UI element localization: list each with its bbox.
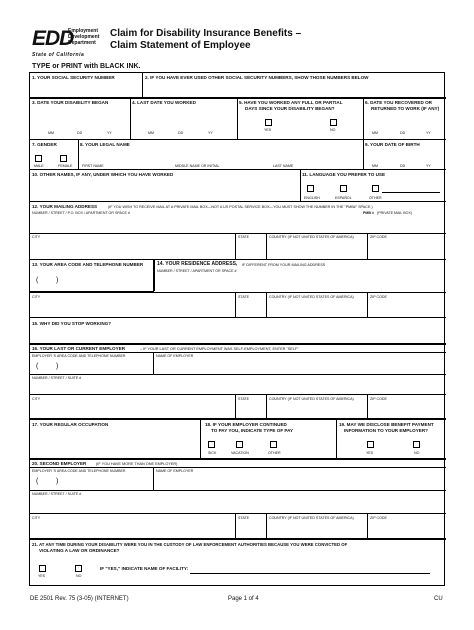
logo-mark: EDD — [32, 27, 74, 50]
field-6-label-b: RETURNED TO WORK (IF ANY) — [371, 106, 440, 111]
residence-zip-text: ZIP CODE — [370, 295, 387, 299]
employer2-zip-text: ZIP CODE — [370, 516, 387, 520]
vacation-text: VACATION — [231, 451, 249, 455]
f21-yes-checkbox[interactable] — [39, 565, 46, 572]
f5-no-text: NO — [330, 128, 336, 132]
employer-phone-open-paren: ( — [36, 363, 39, 370]
mailing-zip-text: ZIP CODE — [370, 235, 387, 239]
field-21-label-a: 21. AT ANY TIME DURING YOUR DISABILITY WERE YOU IN THE CUSTODY OF LAW ENFORCEMENT AUTHORITIES BECAUSE YOU WERE CONVICTED OF — [32, 542, 348, 547]
employer2-name-text: NAME OF EMPLOYER — [156, 469, 194, 473]
form-title — [110, 28, 301, 52]
f6-mm: MM — [372, 131, 378, 135]
logo-state: State of California — [32, 52, 85, 58]
employer-city-text: CITY — [32, 397, 41, 401]
field-8-label: 8. YOUR LEGAL NAME — [80, 142, 130, 147]
field-6-label-a: 6. DATE YOU RECOVERED OR — [365, 100, 432, 105]
mailing-state-text: STATE — [238, 235, 250, 239]
male-checkbox[interactable] — [35, 155, 42, 162]
english-checkbox[interactable] — [307, 185, 314, 192]
employer-country-text: COUNTRY (IF NOT UNITED STATES OF AMERICA) — [269, 397, 354, 401]
edd-logo — [32, 22, 100, 60]
f4-mm: MM — [148, 131, 154, 135]
pmb-note-text: (PRIVATE MAIL BOX) — [377, 211, 413, 215]
mailing-street-text: NUMBER / STREET / P.O. BOX / APARTMENT OR SPACE # — [32, 211, 130, 215]
claim-form — [29, 72, 445, 586]
f5-yes-text: YES — [264, 128, 272, 132]
title-line2: Claim Statement of Employee — [110, 40, 251, 51]
f6-dd: DD — [400, 131, 406, 135]
f4-yy: YY — [208, 131, 213, 135]
logo-text — [68, 28, 99, 46]
employer-state-text: STATE — [238, 397, 250, 401]
title-line1: Claim for Disability Insurance Benefits – — [110, 28, 302, 39]
other-language-text: OTHER — [369, 196, 382, 200]
employer-phone-text: EMPLOYER 'S AREA CODE AND TELEPHONE NUMBER — [32, 354, 126, 358]
employer2-country-text: COUNTRY (IF NOT UNITED STATES OF AMERICA) — [269, 516, 354, 520]
field-1-label: 1. YOUR SOCIAL SECURITY NUMBER — [32, 75, 115, 80]
employer2-phone-open-paren: ( — [36, 478, 39, 485]
employer2-phone-close-paren: ) — [56, 478, 59, 485]
ink-instruction: TYPE or PRINT with BLACK INK. — [32, 63, 141, 70]
employer-street-text: NUMBER / STREET / SUITE # — [32, 376, 82, 380]
f3-mm: MM — [48, 131, 54, 135]
employer-zip-text: ZIP CODE — [370, 397, 387, 401]
field-21-label-b: VIOLATING A LAW OR ORDINANCE? — [39, 548, 120, 553]
phone-close-paren: ) — [56, 277, 59, 284]
female-text: FEMALE — [58, 164, 73, 168]
f5-no-checkbox[interactable] — [330, 119, 337, 126]
field-12-label: 12. YOUR MAILING ADDRESS — [32, 204, 98, 209]
other-language-checkbox[interactable] — [372, 185, 379, 192]
f9-dd: DD — [400, 164, 406, 168]
first-name-text: FIRST NAME — [82, 164, 104, 168]
f9-mm: MM — [372, 164, 378, 168]
form-number: DE 2501 Rev. 75 (3-05) (INTERNET) — [30, 596, 129, 602]
vacation-pay-checkbox[interactable] — [236, 441, 243, 448]
field-19-label-b: INFORMATION TO YOUR EMPLOYER? — [344, 428, 428, 433]
field-16-label: 16. YOUR LAST OR CURRENT EMPLOYER — [32, 346, 126, 351]
field-17-label: 17. YOUR REGULAR OCCUPATION — [32, 422, 109, 427]
field-5-label-a: 5. HAVE YOU WORKED ANY FULL OR PARTIAL — [239, 100, 343, 105]
last-name-text: LAST NAME — [273, 164, 294, 168]
f6-yy: YY — [426, 131, 431, 135]
residence-state-text: STATE — [238, 295, 250, 299]
employer2-phone-text: EMPLOYER 'S AREA CODE AND TELEPHONE NUMBER — [32, 469, 126, 473]
field-13-label: 13. YOUR AREA CODE AND TELEPHONE NUMBER — [32, 262, 144, 267]
field-16-note: – IF YOUR LAST OR CURRENT EMPLOYMENT WAS SELF-EMPLOYMENT, ENTER "SELF" — [140, 346, 299, 351]
employer2-city-text: CITY — [32, 516, 41, 520]
form-code: CU — [434, 596, 443, 602]
field-9-label: 9. YOUR DATE OF BIRTH — [365, 142, 420, 147]
field-18-label-a: 18. IF YOUR EMPLOYER CONTINUED — [205, 422, 287, 427]
f21-yes-text: YES — [38, 574, 46, 578]
field-15-label: 15. WHY DID YOU STOP WORKING? — [32, 321, 112, 326]
field-7-label: 7. GENDER — [32, 142, 57, 147]
f19-yes-checkbox[interactable] — [367, 441, 374, 448]
field-10-label: 10. OTHER NAMES, IF ANY, UNDER WHICH YOU HAVE WORKED — [32, 172, 174, 177]
mailing-city-text: CITY — [32, 235, 41, 239]
field-2-label: 2. IF YOU HAVE EVER USED OTHER SOCIAL SECURITY NUMBERS, SHOW THOSE NUMBERS BELOW — [145, 75, 369, 80]
logo-line1: Employment — [68, 28, 99, 34]
employer2-state-text: STATE — [238, 516, 250, 520]
male-text: MALE — [34, 164, 44, 168]
field-20-note: (IF YOU HAVE MORE THAN ONE EMPLOYER) — [96, 461, 178, 466]
field-3-label: 3. DATE YOUR DISABILITY BEGAN — [32, 100, 109, 105]
f9-yy: YY — [426, 164, 431, 168]
sick-text: SICK — [208, 451, 217, 455]
field-14-note: IF DIFFERENT FROM YOUR MAILING ADDRESS — [242, 262, 326, 267]
phone-open-paren: ( — [36, 277, 39, 284]
field-12-note: (IF YOU WISH TO RECEIVE MAIL AT A PRIVATE MAIL BOX—NOT A US POSTAL SERVICE BOX—YOU MUST SHOW THE NUMBER IN THE "PMB#" SPACE.) — [108, 204, 373, 209]
residence-country-text: COUNTRY (IF NOT UNITED STATES OF AMERICA) — [269, 295, 354, 299]
sick-pay-checkbox[interactable] — [208, 441, 215, 448]
field-5-label-b: DAYS SINCE YOUR DISABILITY BEGAN? — [245, 106, 335, 111]
field-20-label: 20. SECOND EMPLOYER — [32, 461, 87, 466]
female-checkbox[interactable] — [60, 155, 67, 162]
employer-name-text: NAME OF EMPLOYER — [156, 354, 194, 358]
espanol-text: ESPAÑOL — [335, 196, 352, 200]
field-18-label-b: TO PAY YOU, INDICATE TYPE OF PAY — [211, 428, 294, 433]
f21-no-checkbox[interactable] — [75, 565, 82, 572]
field-4-label: 4. LAST DATE YOU WORKED — [132, 100, 196, 105]
page-number: Page 1 of 4 — [228, 596, 259, 602]
residence-street-text: NUMBER / STREET / APARTMENT OR SPACE # — [157, 269, 237, 273]
employer-phone-close-paren: ) — [56, 363, 59, 370]
f3-yy: YY — [107, 131, 112, 135]
facility-name-line[interactable] — [190, 573, 430, 574]
other-pay-checkbox[interactable] — [270, 441, 277, 448]
middle-name-text: MIDDLE NAME OR INITIAL — [175, 164, 220, 168]
f19-no-text: NO — [414, 451, 420, 455]
f19-no-checkbox[interactable] — [413, 441, 420, 448]
f19-yes-text: YES — [366, 451, 374, 455]
f5-yes-checkbox[interactable] — [265, 119, 272, 126]
english-text: ENGLISH — [304, 196, 320, 200]
field-14-label: 14. YOUR RESIDENCE ADDRESS, — [157, 261, 238, 267]
logo-line3: Department — [68, 40, 96, 46]
espanol-checkbox[interactable] — [340, 185, 347, 192]
residence-city-text: CITY — [32, 295, 41, 299]
mailing-country-text: COUNTRY (IF NOT UNITED STATES OF AMERICA) — [269, 235, 354, 239]
field-19-label-a: 19. MAY WE DISCLOSE BENEFIT PAYMENT — [339, 422, 434, 427]
logo-line2: Development — [68, 34, 100, 40]
pmb-text: PMB # — [363, 211, 374, 215]
f3-dd: DD — [77, 131, 83, 135]
field-11-label: 11. LANGUAGE YOU PREFER TO USE — [302, 172, 386, 177]
other-pay-text: OTHER — [268, 451, 281, 455]
employer2-street-text: NUMBER / STREET / SUITE # — [32, 492, 82, 496]
f4-dd: DD — [178, 131, 184, 135]
f21-no-text: NO — [76, 574, 82, 578]
f21-facility-label: IF "YES," INDICATE NAME OF FACILITY: — [100, 566, 189, 571]
